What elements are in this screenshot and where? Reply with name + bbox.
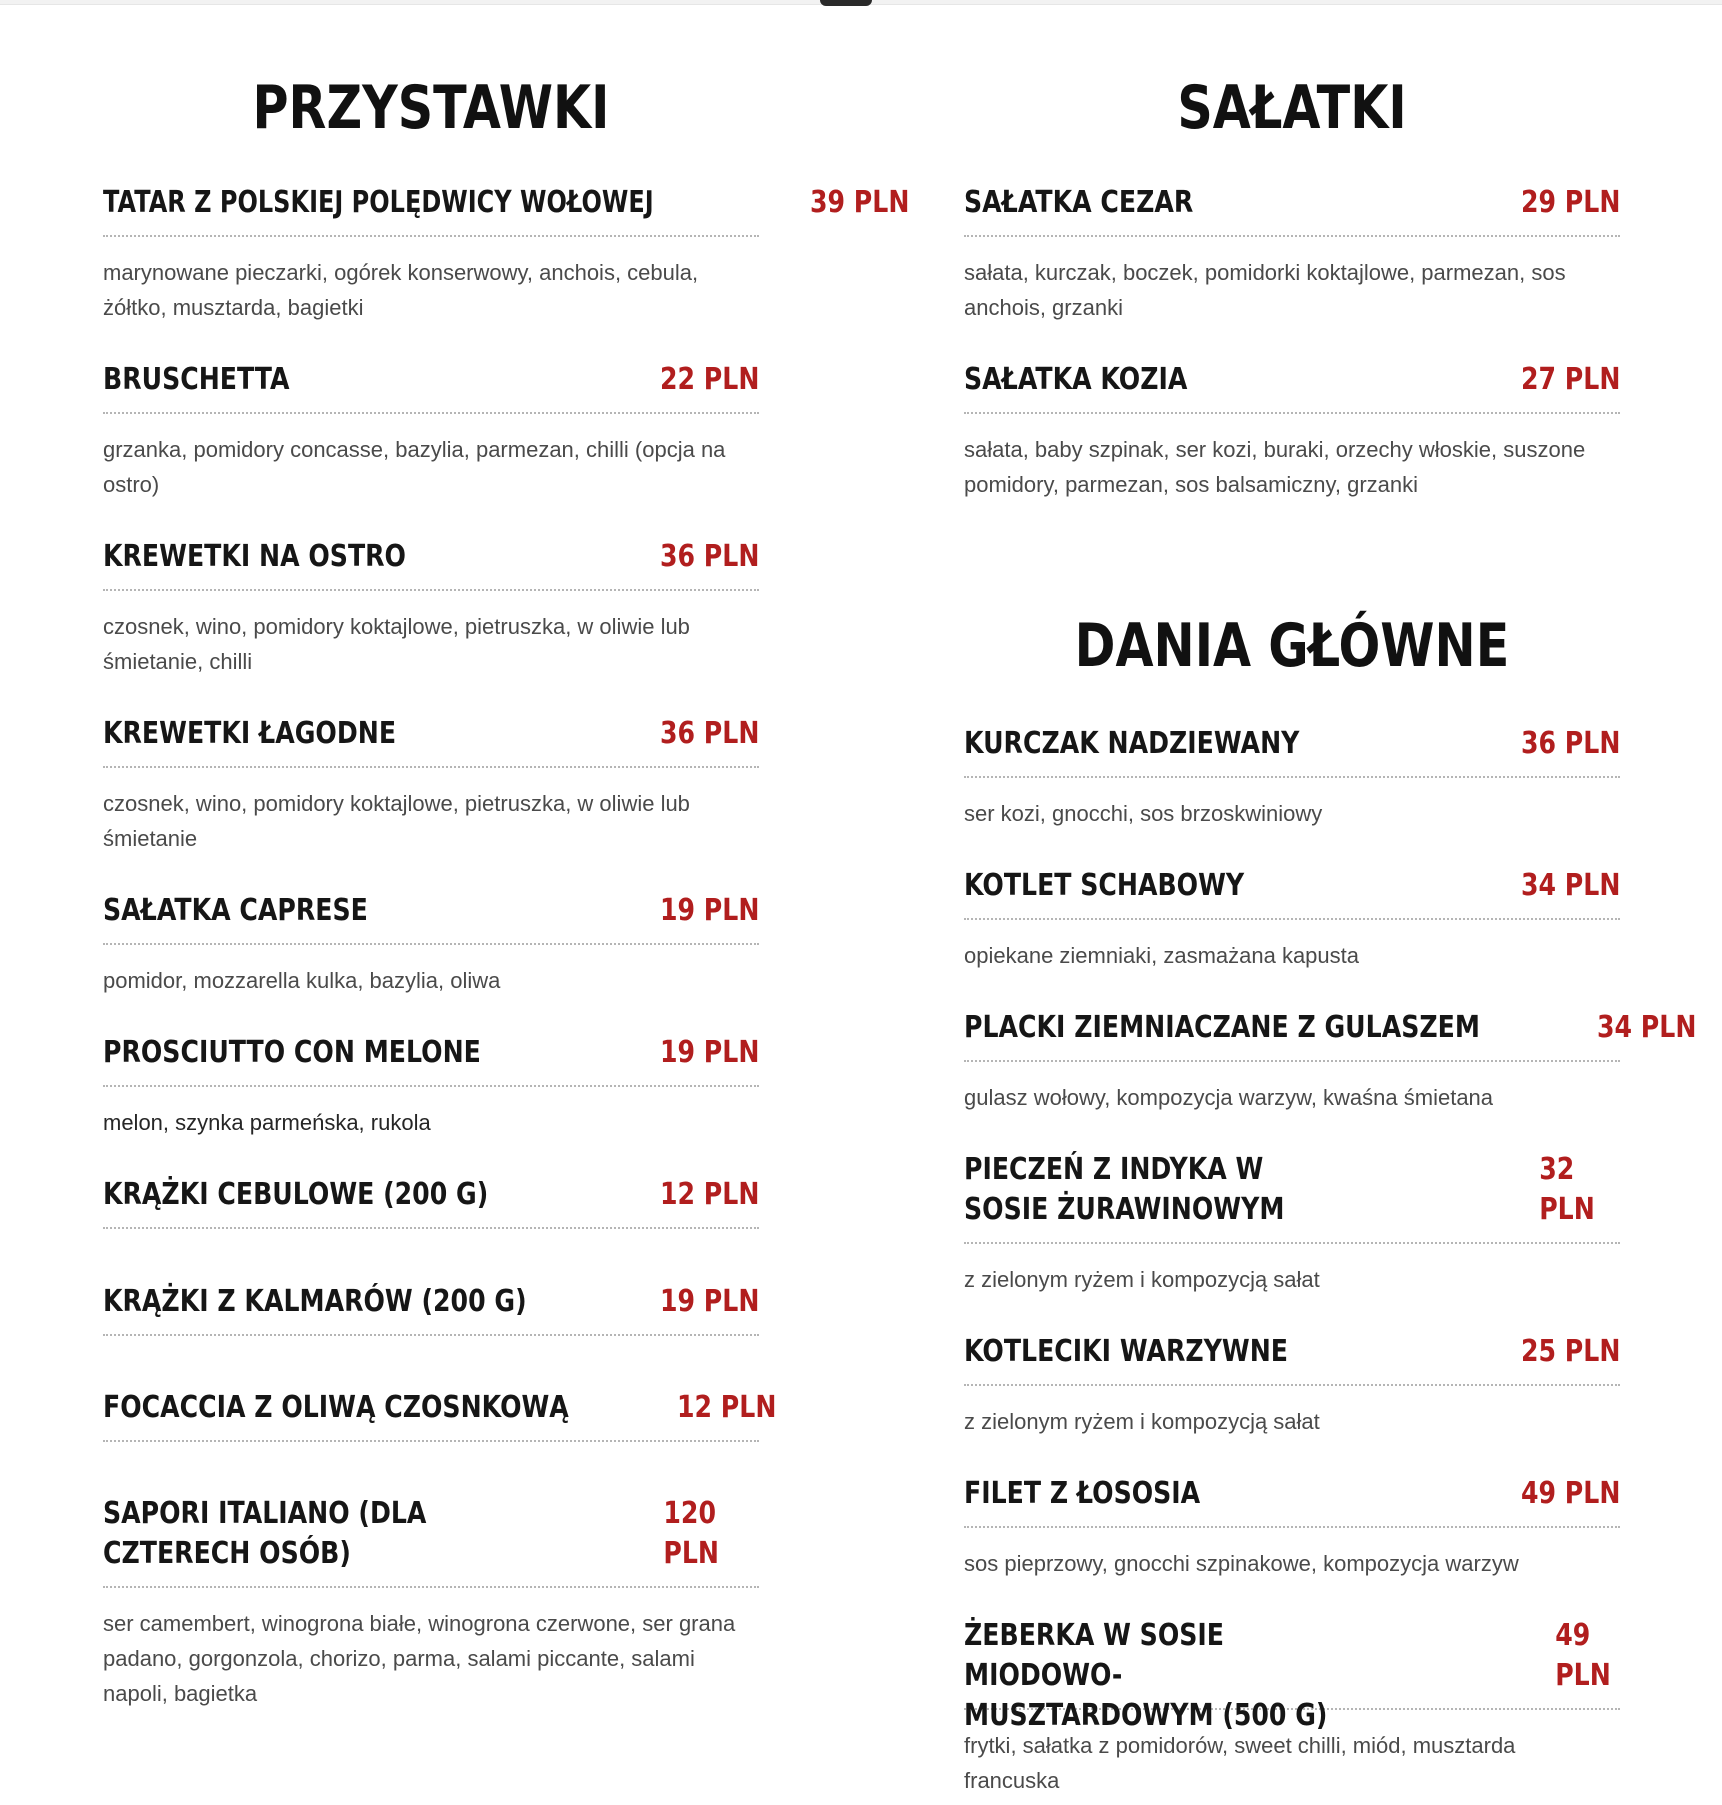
menu-item-price: 29 PLN (1520, 185, 1620, 220)
menu-item-price: 25 PLN (1520, 1334, 1620, 1369)
menu-item-description: grzanka, pomidory concasse, bazylia, parmezan, chilli (opcja na ostro) (103, 437, 726, 497)
menu-item-name: KRĄŻKI CEBULOWE (200 G) (103, 1177, 489, 1212)
menu-item-description: czosnek, wino, pomidory koktajlowe, pietruszka, w oliwie lub śmietanie, chilli (103, 614, 690, 674)
menu-item-price: 12 PLN (659, 1177, 759, 1212)
menu-item (964, 724, 1620, 831)
menu-item-head (103, 714, 759, 768)
menu-item-description: gulasz wołowy, kompozycja warzyw, kwaśna śmietana (964, 1085, 1494, 1110)
menu-item-name: SAŁATKA KOZIA (964, 362, 1188, 397)
menu-item-name: KRĄŻKI Z KALMARÓW (200 G) (103, 1284, 527, 1319)
menu-item-head (964, 1474, 1620, 1528)
menu-item (103, 360, 759, 502)
menu-item-head (964, 360, 1620, 414)
menu-item-name: ŻEBERKA W SOSIE MIODOWO-MUSZTARDOWYM (500 G) (964, 1618, 1328, 1733)
menu-item-name: KOTLECIKI WARZYWNE (964, 1334, 1289, 1369)
menu-item-name: SAŁATKA CEZAR (964, 185, 1194, 220)
menu-item-head (964, 1332, 1620, 1386)
menu-item-head (103, 1175, 759, 1229)
menu-item (964, 1332, 1620, 1439)
menu-item (103, 1033, 759, 1140)
menu-item-head (964, 724, 1620, 778)
section-title-salatki: SAŁATKI (1177, 73, 1407, 143)
menu-item-name: SAŁATKA CAPRESE (103, 893, 368, 928)
menu-item (103, 537, 759, 679)
menu-item-description: sałata, kurczak, boczek, pomidorki koktajlowe, parmezan, sos anchois, grzanki (964, 260, 1566, 320)
menu-item (103, 183, 910, 325)
menu-item-description: melon, szynka parmeńska, rukola (103, 1110, 431, 1135)
menu-item-price: 49 PLN (1555, 1618, 1611, 1693)
menu-item-head (103, 537, 759, 591)
menu-item-head (103, 183, 910, 237)
menu-item-price: 27 PLN (1520, 362, 1620, 397)
top-logo-fragment (820, 0, 872, 6)
menu-item-description: ser camembert, winogrona białe, winogrona czerwone, ser grana padano, gorgonzola, chorizo, parma, salami piccante, salami napoli, bagietka (103, 1611, 736, 1706)
menu-item-head (103, 1033, 759, 1087)
menu-item (103, 1282, 759, 1336)
menu-item-head (964, 1616, 1620, 1733)
menu-item-head (103, 1388, 776, 1442)
menu-item (964, 1474, 1620, 1581)
menu-item-head (103, 360, 759, 414)
menu-item-name: KREWETKI NA OSTRO (103, 539, 406, 574)
menu-item-price: 39 PLN (810, 185, 910, 220)
menu-item-head (964, 1150, 1620, 1244)
menu-item-name: KREWETKI ŁAGODNE (103, 716, 397, 751)
menu-item-price: 120 PLN (663, 1496, 720, 1571)
menu-item-name: SAPORI ITALIANO (DLA CZTERECH OSÓB) (103, 1496, 427, 1571)
menu-item-description: z zielonym ryżem i kompozycją sałat (964, 1267, 1320, 1292)
menu-item-name: PROSCIUTTO CON MELONE (103, 1035, 481, 1070)
menu-item-description: sos pieprzowy, gnocchi szpinakowe, kompozycja warzyw (964, 1551, 1519, 1576)
menu-item-name: PIECZEŃ Z INDYKA W SOSIE ŻURAWINOWYM (964, 1152, 1285, 1227)
menu-item-name: KOTLET SCHABOWY (964, 868, 1245, 903)
menu-item (964, 1008, 1697, 1115)
menu-item-name: BRUSCHETTA (103, 362, 290, 397)
menu-item (103, 1494, 759, 1711)
menu-item-price: 36 PLN (659, 539, 759, 574)
menu-item (103, 714, 759, 856)
menu-item-head (964, 183, 1620, 237)
menu-item-price: 19 PLN (659, 1284, 759, 1319)
menu-item-price: 49 PLN (1520, 1476, 1620, 1511)
menu-item (103, 1175, 759, 1229)
menu-item-description: sałata, baby szpinak, ser kozi, buraki, orzechy włoskie, suszone pomidory, parmezan, sos balsamiczny, grzanki (964, 437, 1586, 497)
menu-item-price: 34 PLN (1597, 1010, 1697, 1045)
menu-item-price: 36 PLN (1520, 726, 1620, 761)
menu-item-price: 32 PLN (1539, 1152, 1595, 1227)
menu-item (964, 360, 1620, 502)
section-title-przystawki: PRZYSTAWKI (252, 73, 610, 143)
menu-item-price: 22 PLN (659, 362, 759, 397)
menu-item-name: TATAR Z POLSKIEJ POLĘDWICY WOŁOWEJ (103, 185, 654, 220)
menu-item-head (103, 891, 759, 945)
menu-item-name: PLACKI ZIEMNIACZANE Z GULASZEM (964, 1010, 1480, 1045)
menu-item-name: FOCACCIA Z OLIWĄ CZOSNKOWĄ (103, 1390, 569, 1425)
menu-item-description: z zielonym ryżem i kompozycją sałat (964, 1409, 1320, 1434)
menu-item-description: czosnek, wino, pomidory koktajlowe, pietruszka, w oliwie lub śmietanie (103, 791, 690, 851)
menu-item-description: ser kozi, gnocchi, sos brzoskwiniowy (964, 801, 1323, 826)
menu-item-description: frytki, sałatka z pomidorów, sweet chilli, miód, musztarda francuska (964, 1733, 1516, 1793)
menu-item-head (103, 1494, 759, 1588)
menu-item (964, 866, 1620, 973)
menu-item (964, 1150, 1620, 1297)
menu-item-head (964, 866, 1620, 920)
menu-item-description: opiekane ziemniaki, zasmażana kapusta (964, 943, 1360, 968)
menu-item-price: 12 PLN (676, 1390, 776, 1425)
menu-item-price: 19 PLN (659, 893, 759, 928)
menu-item (103, 891, 759, 998)
menu-item-price: 34 PLN (1520, 868, 1620, 903)
menu-item-name: FILET Z ŁOSOSIA (964, 1476, 1201, 1511)
menu-item-head (964, 1008, 1697, 1062)
menu-item (964, 1616, 1620, 1798)
menu-item-name: KURCZAK NADZIEWANY (964, 726, 1300, 761)
menu-item-description: marynowane pieczarki, ogórek konserwowy, anchois, cebula, żółtko, musztarda, bagietki (103, 260, 699, 320)
menu-item-head (103, 1282, 759, 1336)
menu-item-price: 36 PLN (659, 716, 759, 751)
section-title-dania-glowne: DANIA GŁÓWNE (1074, 611, 1510, 681)
menu-item (964, 183, 1620, 325)
menu-item (103, 1388, 776, 1442)
menu-item-price: 19 PLN (659, 1035, 759, 1070)
menu-item-description: pomidor, mozzarella kulka, bazylia, oliwa (103, 968, 501, 993)
